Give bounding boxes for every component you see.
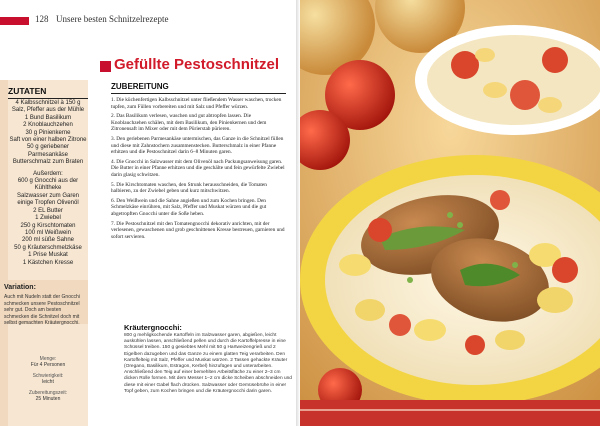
difficulty-label: Schwierigkeit: [32,372,64,379]
ingredient-line: Kühltheke [34,185,62,192]
time-value: 25 Minuten [35,396,61,403]
ingredient-line: 600 g Gnocchi aus der [17,178,79,185]
running-title: Unsere besten Schnitzelrezepte [56,14,169,24]
ingredient-line: Parmesankäse [27,151,69,158]
ingredients-heading: ZUTATEN [8,86,88,99]
ingredient-line: 1 Kästchen Kresse [22,259,74,266]
recipe-title: Gefüllte Pestoschnitzel [114,56,280,73]
time-label: Zubereitungszeit: [28,389,68,396]
herb-gnocchi-heading: Kräutergnocchi: [124,323,182,332]
ingredient-line: 2 EL Butter [33,207,63,214]
left-page [0,0,298,426]
ingredient-line: 2 Knoblauchzehen [23,122,73,129]
preparation-heading: ZUBEREITUNG [111,82,286,94]
ingredient-line: Butterschmalz zum Braten [12,159,84,166]
difficulty-value: leicht [42,379,54,386]
ingredient-line: 1 Bund Basilikum [24,114,72,121]
ingredient-line: Saft von einer halben Zitrone [9,137,87,144]
preparation-step: 2. Das Basilikum verlesen, waschen und gut abtropfen lassen. Die Knoblauchzehen schälen, mit dem Basilikum, den Pinienkernen und dem Zitronensaft im Mixer oder mit dem Pürierstab pürieren. [111,113,267,133]
variation-text: Auch mit Nudeln statt der Gnocchi schmecken unsere Pestoschnitzel sehr gut. Doch am besten schmecken die Schnitzel doch mit selbst gemachten Kräutergnocchi. [4,294,80,326]
ingredient-line: 50 g geriebener [26,144,70,151]
dish-photo [300,0,600,426]
ingredient-line: 1 Zwiebel [35,215,61,222]
ingredient-line: 200 ml süße Sahne [21,237,75,244]
ingredients-list [8,100,88,267]
portions-value: Für 4 Personen [30,362,66,369]
ingredient-line: 100 ml Weißwein [25,229,71,236]
ingredient-line: 250 g Kirschtomaten [20,222,76,229]
ingredient-line: Salzwasser zum Garen [16,192,80,199]
header-accent-bar [0,17,29,25]
ingredient-line: 30 g Pinienkerne [25,129,71,136]
preparation-step: 1. Die küchenfertigen Kalbsschnitzel unter fließendem Wasser waschen, trocken tupfen, zum Füllen vorbereiten und mit Salz und Pfeffer würzen. [111,97,282,110]
ingredient-line: 50 g Kräuterschmelzkäse [14,244,82,251]
preparation-steps [111,97,287,243]
portions-label: Menge: [39,356,57,362]
ingredient-line: 4 Kalbsschnitzel à 150 g [15,100,81,106]
preparation-step: 3. Den geriebenen Parmesankäse untermischen, das Ganze in die Schnitzel füllen und diese mit Zahnstochern zusammenstecken. Butterschmalz in einer Pfanne erhitzen und die Pestoschnitzel darin 6–8 Minuten garen. [111,135,284,156]
herb-gnocchi-text: 800 g mehligkochende Kartoffeln im Salzwasser garen, abgießen, leicht auskühlen lassen, anschließend pellen und durch die Kartoffelpresse in eine Schüssel treiben. 150 g gesiebtes Mehl mit 50 g Hartweizengrieß und 2 Eigelben dazugeben und das Ganze zu einem glatten Teig verarbeiten. Den Kartoffelteig mit Salz, Pfeffer und Muskat würzen. 2 Tassen gehackte Kräuter (Oregano, Basilikum, Estragon, Kerbel) hinzufügen und unterarbeiten. Anschließend den Teig auf einer bemehlten Arbeitsfläche zu einer 2–3 cm dicken Rolle formen. Mit dem Messer 1–2 cm dicke Scheiben abschneiden und diese mit einer Gabel flach drücken. Salzwasser oder Gemüsebrühe in einer Topf geben, zum Kochen bringen und die Kräutergnocchi darin garen. [124,333,292,394]
preparation-step: 5. Die Kirschtomaten waschen, den Strunk herausschneiden, die Tomaten halbieren, zu der Zwiebel geben und kurz mitschwitzen. [111,181,267,195]
title-marker [100,61,111,72]
ingredient-line: Salz, Pfeffer aus der Mühle [11,107,85,114]
ingredient-line: einige Tropfen Olivenöl [17,200,79,207]
ingredient-line: 1 Prise Muskat [28,252,68,259]
sidebar-edge [0,80,8,426]
variation-label: Variation: [4,284,36,291]
page-number: 128 [35,14,49,24]
recipe-meta [8,356,88,402]
preparation-step: 4. Die Gnocchi in Salzwasser mit dem Olivenöl nach Packungsanweisung garen. Die Butter in einer Pfanne erhitzen und die geschälte und fein gewürfelte Zwiebel darin glasig schwitzen. [111,158,285,178]
ingredient-line: Außerdem: [33,170,63,177]
preparation-step: 6. Den Weißwein und die Sahne angießen und zum Kochen bringen. Den Schmelzkäse einrühren, mit Salz, Pfeffer und Muskat würzen und die gut abgetropften Gnocchi unter die Soße heben. [111,197,267,217]
preparation-step: 7. Die Pestoschnitzel mit den Tomatengnocchi dekorativ anrichten, mit der verlesenen, gewaschenen und grob geschnittenen Kresse bestreuen, garnieren und sofort servieren. [111,220,285,240]
